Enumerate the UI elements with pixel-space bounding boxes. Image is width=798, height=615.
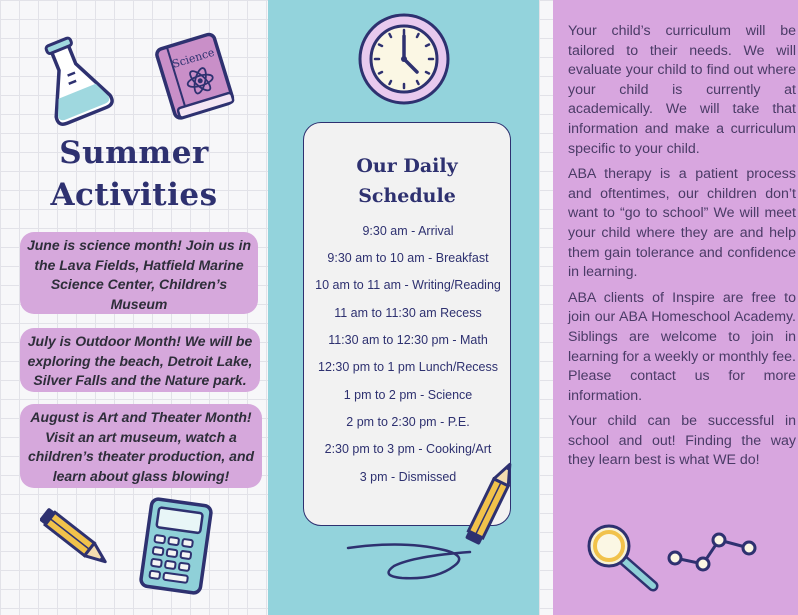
schedule-item: 1 pm to 2 pm - Science [343, 388, 473, 402]
pencil-icon [40, 506, 120, 578]
schedule-item: 9:30 am - Arrival [362, 224, 454, 238]
schedule-item: 9:30 am to 10 am - Breakfast [327, 251, 489, 265]
schedule-item: 11:30 am to 12:30 pm - Math [328, 333, 488, 347]
july-blurb: July is Outdoor Month! We will be exploring the beach, Detroit Lake, Silver Falls and the Nature park. [20, 328, 260, 392]
paragraph: Your child’s curriculum will be tailored to their needs. We will evaluate your child to find out where your child is currently at academically. We will take that information and make a curriculum specific to your child. [568, 23, 796, 157]
calculator-icon [136, 496, 216, 596]
magnifier-icon [583, 520, 663, 596]
line-graph-icon [665, 528, 761, 576]
summer-activities-title: Summer Activities [50, 135, 218, 213]
flask-icon [30, 36, 116, 126]
paragraph: ABA therapy is a patient process and oftentimes, our children don’t want to “go to school” We will meet your child where they are and help them gain tolerance and confidence in learning. [568, 166, 796, 281]
curriculum-text [568, 22, 796, 477]
middle-panel [268, 0, 539, 615]
clock-icon [357, 12, 451, 106]
august-blurb: August is Art and Theater Month! Visit an art museum, watch a children’s theater production, and learn about glass blowing! [20, 404, 262, 488]
scribble-icon [344, 536, 474, 586]
schedule-item: 10 am to 11 am - Writing/Reading [315, 278, 501, 292]
left-panel [0, 0, 268, 615]
daily-schedule-title: Our Daily Schedule [356, 155, 458, 207]
schedule-item: 2 pm to 2:30 pm - P.E. [346, 415, 470, 429]
right-panel [539, 0, 798, 615]
june-blurb: June is science month! Join us in the Lava Fields, Hatfield Marine Science Center, Children’s Museum [20, 232, 258, 314]
schedule-item: 11 am to 11:30 am Recess [334, 306, 482, 320]
science-book-icon [150, 28, 240, 120]
schedule-item: 2:30 pm to 3 pm - Cooking/Art [324, 442, 492, 456]
schedule-item: 12:30 pm to 1 pm Lunch/Recess [318, 360, 498, 374]
schedule-item: 3 pm - Dismissed [359, 470, 457, 484]
paragraph: ABA clients of Inspire are free to join our ABA Homeschool Academy. Siblings are welcome to join in learning for a weekly or monthly fee. Please contact us for more information. [568, 289, 796, 404]
svg-text:Science: Science [170, 45, 217, 71]
paragraph: Your child can be successful in school and out! Finding the way they learn best is what WE do! [568, 413, 796, 469]
